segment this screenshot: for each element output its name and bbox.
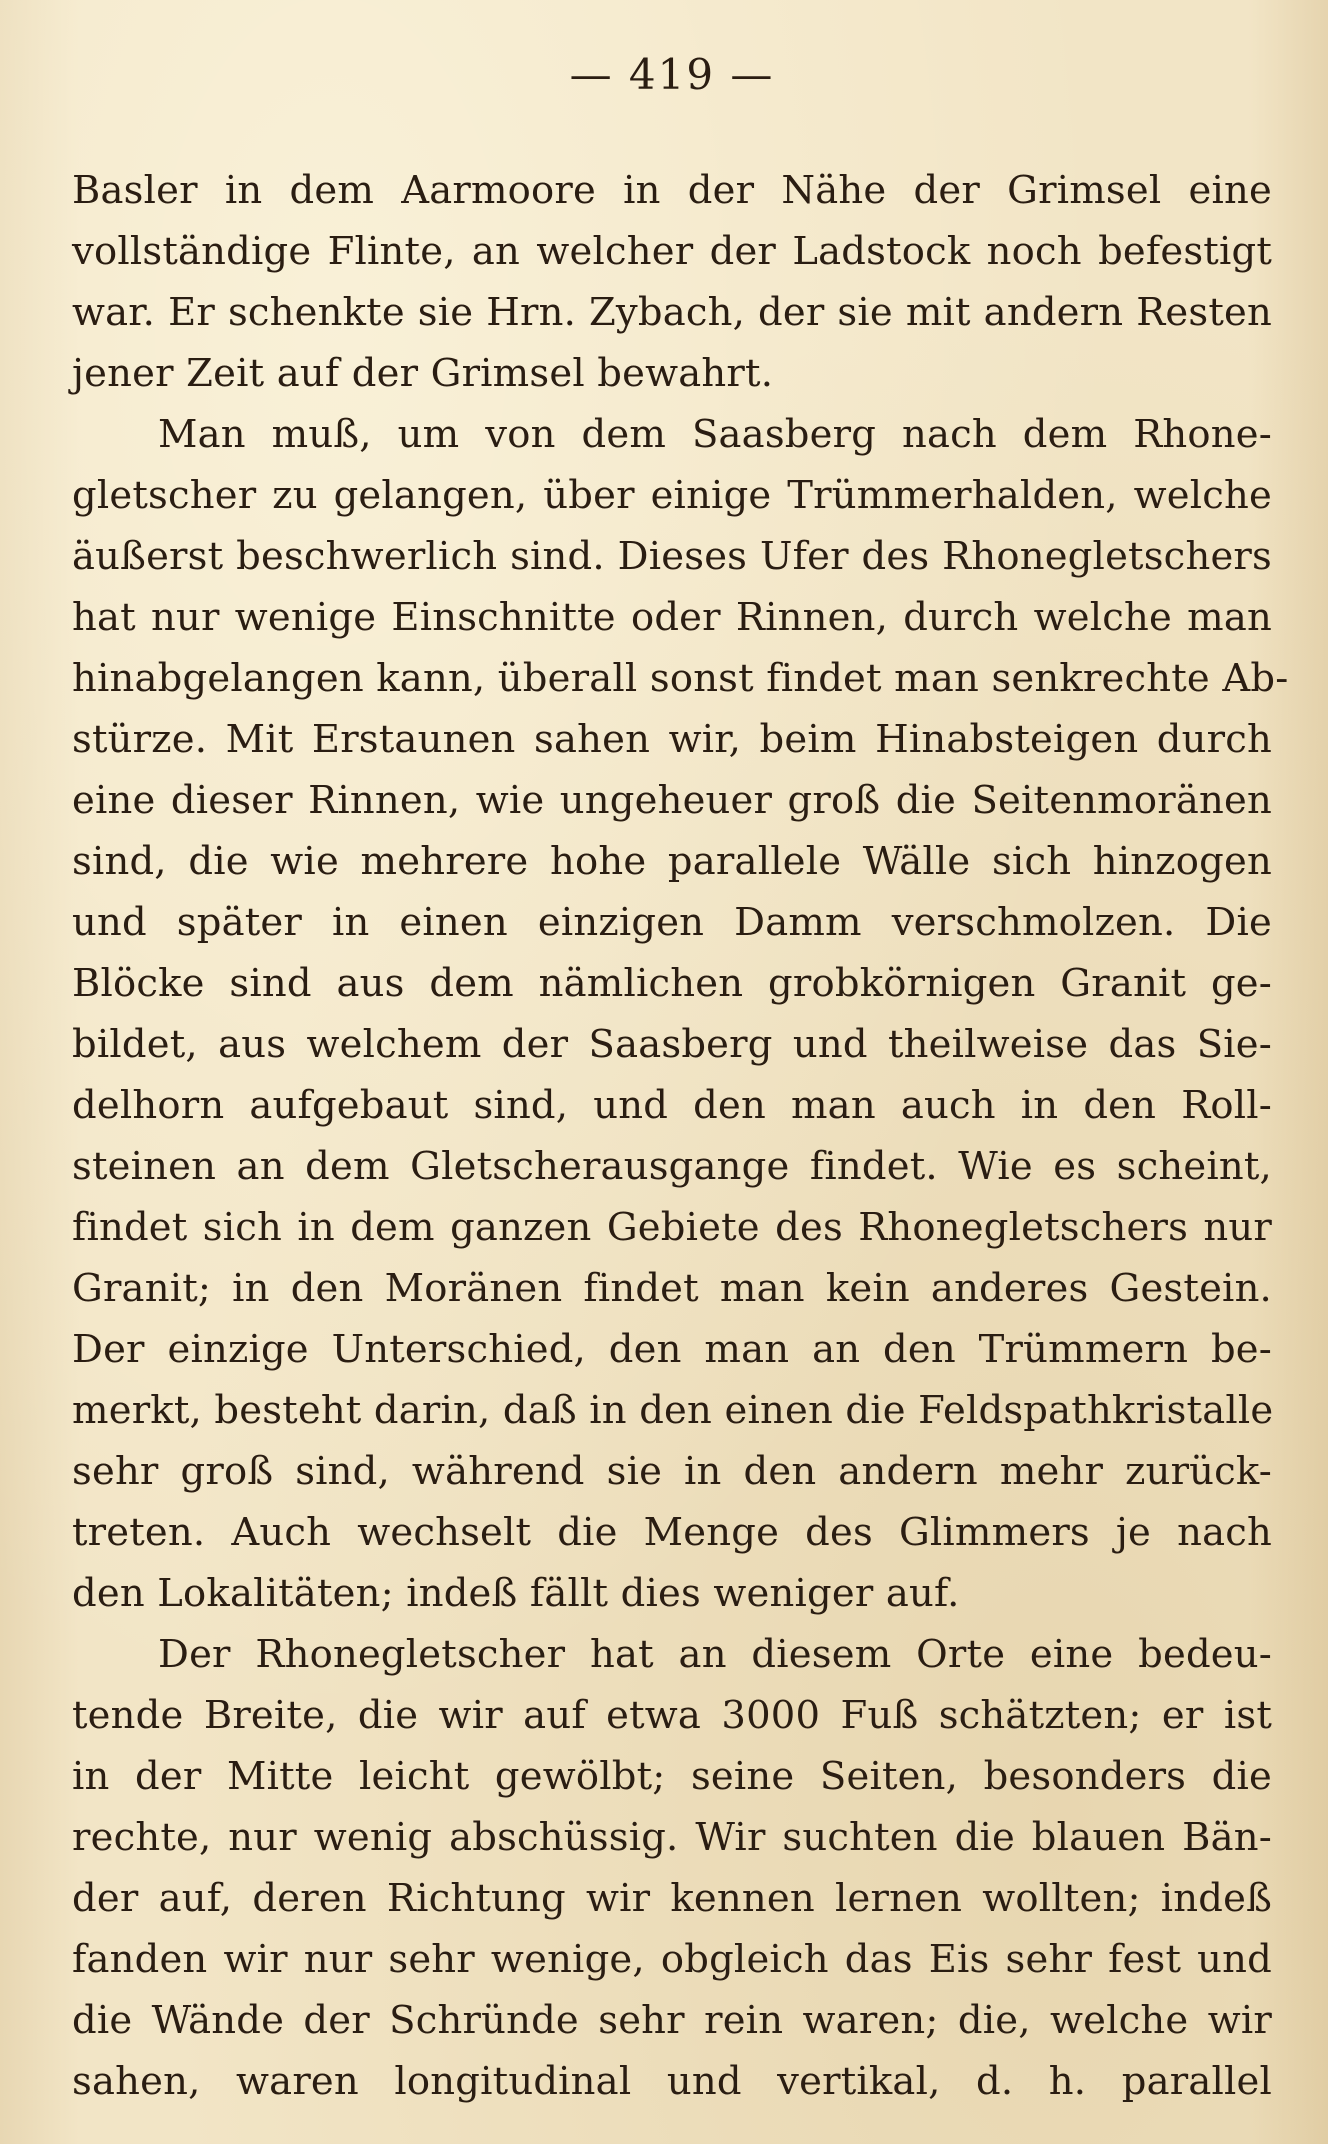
text-line: findet sich in dem ganzen Gebiete des Rhonegletschers nur <box>72 1205 1272 1250</box>
text-line: vollständige Flinte, an welcher der Ladstock noch befestigt <box>72 229 1272 274</box>
text-line: bildet, aus welchem der Saasberg und theilweise das Sie- <box>72 1022 1272 1067</box>
text-line: die Wände der Schründe sehr rein waren; die, welche wir <box>72 1998 1272 2043</box>
book-page <box>72 40 1289 2120</box>
text-line: in der Mitte leicht gewölbt; seine Seiten, besonders die <box>72 1754 1272 1799</box>
text-line: äußerst beschwerlich sind. Dieses Ufer des Rhonegletschers <box>72 534 1272 579</box>
text-line: merkt, besteht darin, daß in den einen die Feldspathkristalle <box>72 1388 1274 1433</box>
text-line: delhorn aufgebaut sind, und den man auch in den Roll- <box>72 1083 1272 1128</box>
text-line: sehr groß sind, während sie in den andern mehr zurück- <box>72 1449 1272 1494</box>
text-line: jener Zeit auf der Grimsel bewahrt. <box>72 351 774 396</box>
text-line: war. Er schenkte sie Hrn. Zybach, der sie mit andern Resten <box>72 290 1272 335</box>
text-line: und später in einen einzigen Damm verschmolzen. Die <box>72 900 1272 945</box>
text-line: Der einzige Unterschied, den man an den Trümmern be- <box>72 1327 1272 1372</box>
text-line: rechte, nur wenig abschüssig. Wir suchten die blauen Bän- <box>72 1815 1272 1860</box>
page-body-text <box>72 160 1289 2112</box>
text-line: sahen, waren longitudinal und vertikal, d. h. parallel <box>72 2059 1272 2104</box>
paragraph-first-line: Man muß, um von dem Saasberg nach dem Rhone- <box>158 412 1272 457</box>
text-line: der auf, deren Richtung wir kennen lernen wollten; indeß <box>72 1876 1272 1921</box>
paragraph-first-line: Der Rhonegletscher hat an diesem Orte eine bedeu- <box>158 1632 1272 1677</box>
text-line: eine dieser Rinnen, wie ungeheuer groß die Seitenmoränen <box>72 778 1272 823</box>
text-line: Basler in dem Aarmoore in der Nähe der Grimsel eine <box>72 168 1272 213</box>
text-line: fanden wir nur sehr wenige, obgleich das Eis sehr fest und <box>72 1937 1272 1982</box>
page-number-header: — 419 — <box>569 50 775 99</box>
text-line: treten. Auch wechselt die Menge des Glimmers je nach <box>72 1510 1272 1555</box>
text-line: steinen an dem Gletscherausgange findet. Wie es scheint, <box>72 1144 1272 1189</box>
text-line: Granit; in den Moränen findet man kein anderes Gestein. <box>72 1266 1272 1311</box>
text-line: den Lokalitäten; indeß fällt dies weniger auf. <box>72 1571 960 1616</box>
text-line: hinabgelangen kann, überall sonst findet man senkrechte Ab- <box>72 656 1289 701</box>
text-line: sind, die wie mehrere hohe parallele Wälle sich hinzogen <box>72 839 1272 884</box>
text-line: gletscher zu gelangen, über einige Trümmerhalden, welche <box>72 473 1272 518</box>
text-line: stürze. Mit Erstaunen sahen wir, beim Hinabsteigen durch <box>72 717 1272 762</box>
text-line: hat nur wenige Einschnitte oder Rinnen, durch welche man <box>72 595 1272 640</box>
text-line: Blöcke sind aus dem nämlichen grobkörnigen Granit ge- <box>72 961 1272 1006</box>
text-line: tende Breite, die wir auf etwa 3000 Fuß schätzten; er ist <box>72 1693 1272 1738</box>
